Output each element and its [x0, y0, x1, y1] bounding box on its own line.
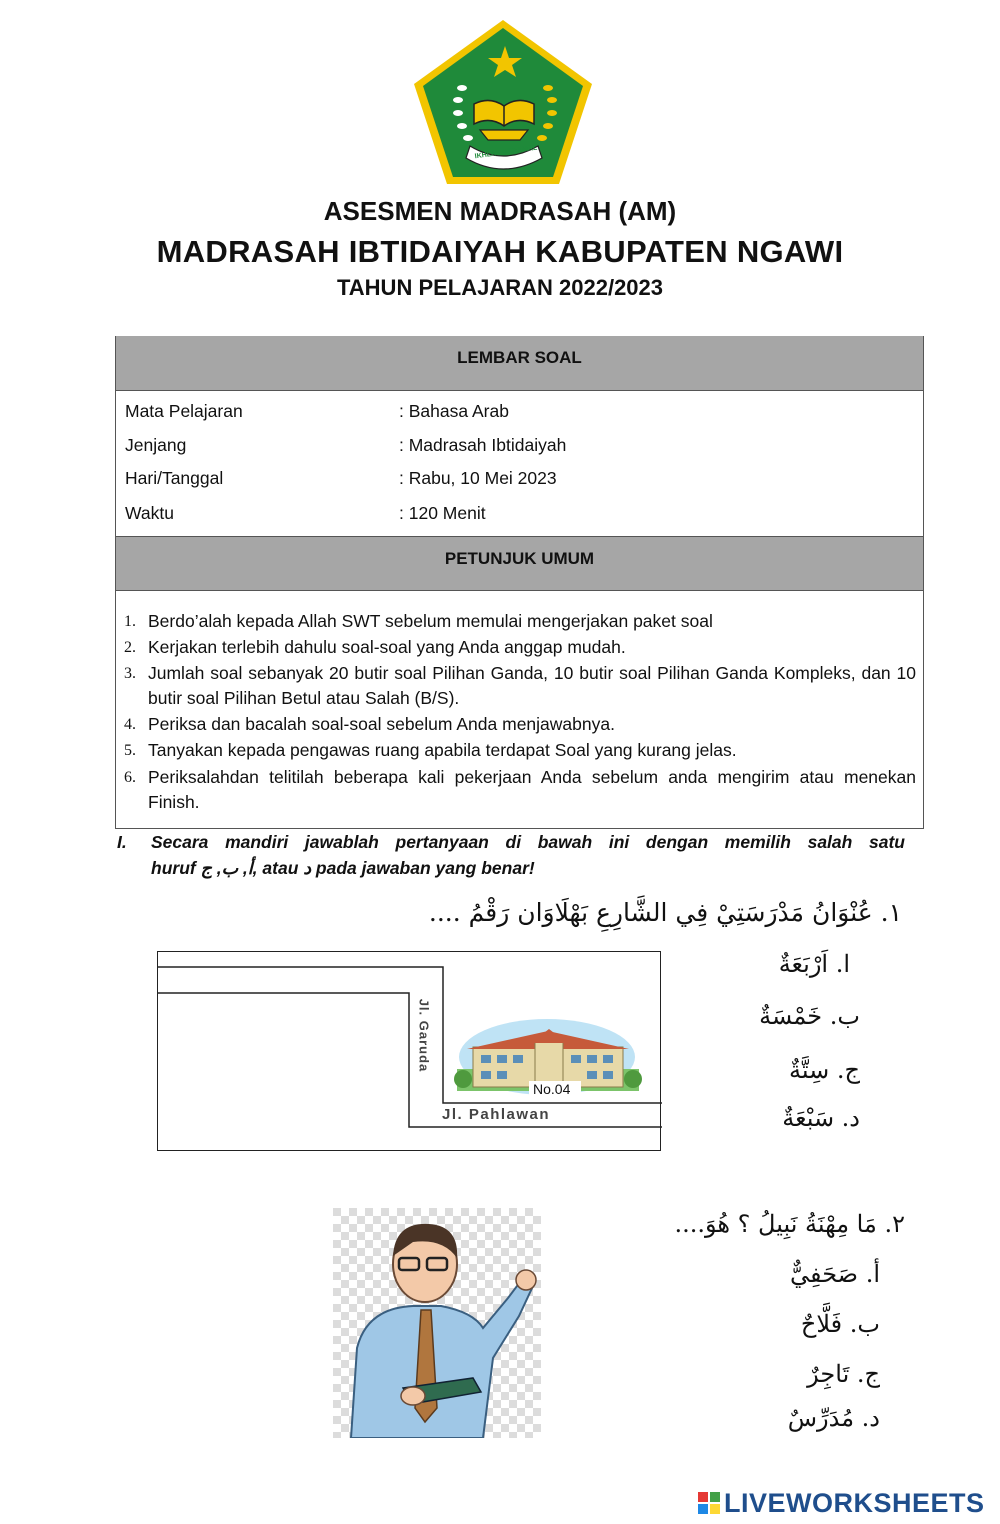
direction-item — [124, 609, 916, 634]
direction-text: Periksa dan bacalah soal-soal sebelum Anda menjawabnya. — [148, 714, 615, 734]
info-label: Hari/Tanggal — [125, 468, 224, 488]
direction-number: 5. — [124, 742, 136, 759]
sheet-title: LEMBAR SOAL — [116, 336, 923, 391]
info-value: : Rabu, 10 Mei 2023 — [399, 468, 557, 488]
direction-text: Berdo’alah kepada Allah SWT sebelum memulai mengerjakan paket soal — [148, 611, 713, 631]
direction-number: 6. — [124, 769, 136, 786]
info-value: : Bahasa Arab — [399, 401, 509, 421]
question-2-text: ٢. مَا مِهْنَةُ نَبِيلُ ؟ هُوَ.... — [674, 1210, 905, 1238]
direction-number: 4. — [124, 716, 136, 733]
school-name: MADRASAH IBTIDAIYAH KABUPATEN NGAWI — [156, 234, 844, 269]
answer-option[interactable]: ب. فَلَّاحٌ — [800, 1310, 880, 1338]
direction-text: Periksalahdan telitilah beberapa kali pekerjaan Anda sebelum anda mengirim atau menekan Finish. — [148, 767, 916, 812]
academic-year: TAHUN PELAJARAN 2022/2023 — [336, 275, 664, 300]
exam-info-box — [115, 336, 924, 829]
liveworksheets-watermark: LIVEWORKSHEETS — [724, 1488, 985, 1518]
teacher-image — [333, 1208, 541, 1438]
info-label: Jenjang — [125, 435, 187, 455]
answer-option[interactable]: ج. سِتَّةٌ — [789, 1056, 860, 1084]
section-instruction-line1: Secara mandiri jawablah pertanyaan di bawah ini dengan memilih salah satu — [151, 832, 905, 852]
exam-title: ASESMEN MADRASAH (AM) — [323, 196, 677, 226]
answer-option[interactable]: د. سَبْعَةٌ — [782, 1104, 860, 1132]
answer-option[interactable]: أ. صَحَفِيٌّ — [790, 1260, 880, 1288]
info-label: Waktu — [125, 503, 174, 523]
kemenag-logo — [412, 18, 594, 186]
direction-number: 1. — [124, 613, 136, 630]
street-label-horizontal: Jl. Pahlawan — [442, 1106, 551, 1123]
direction-text: Tanyakan kepada pengawas ruang apabila terdapat Soal yang kurang jelas. — [148, 740, 737, 760]
directions-title: PETUNJUK UMUM — [116, 536, 923, 591]
answer-option[interactable]: ب. خَمْسَةٌ — [759, 1002, 860, 1030]
direction-item — [124, 661, 916, 711]
info-value: : Madrasah Ibtidaiyah — [399, 435, 567, 455]
direction-item — [124, 765, 916, 815]
direction-number: 2. — [124, 639, 136, 656]
direction-item — [124, 738, 916, 763]
address-map — [157, 951, 662, 1152]
section-instruction-line2: huruf أ, ب, ج, atau د pada jawaban yang benar! — [151, 858, 535, 878]
direction-text: Jumlah soal sebanyak 20 butir soal Pilihan Ganda, 10 butir soal Pilihan Ganda Kompleks, dan 10 butir soal Pilihan Betul atau Salah (B/S). — [148, 663, 916, 708]
section-numeral: I. — [117, 832, 127, 852]
direction-item — [124, 635, 916, 660]
house-number: No.04 — [533, 1081, 571, 1097]
answer-option[interactable]: ا. اَرْبَعَةٌ — [778, 950, 850, 978]
direction-item — [124, 712, 916, 737]
answer-option[interactable]: د. مُدَرِّسٌ — [787, 1404, 880, 1432]
street-label-vertical: Jl. Garuda — [416, 998, 432, 1073]
direction-text: Kerjakan terlebih dahulu soal-soal yang Anda anggap mudah. — [148, 637, 626, 657]
liveworksheets-logo-icon — [698, 1492, 720, 1514]
logo-ribbon-text: IKHLAS BERAMAL — [474, 144, 538, 161]
direction-number: 3. — [124, 665, 136, 682]
info-value: : 120 Menit — [399, 503, 486, 523]
info-label: Mata Pelajaran — [125, 401, 243, 421]
answer-option[interactable]: ج. تَاجِرٌ — [807, 1360, 880, 1388]
question-1-text: ١. عُنْوَانُ مَدْرَسَتِيْ فِي الشَّارِعِ بَهْلَاوَان رَقْمُ .... — [428, 898, 902, 927]
